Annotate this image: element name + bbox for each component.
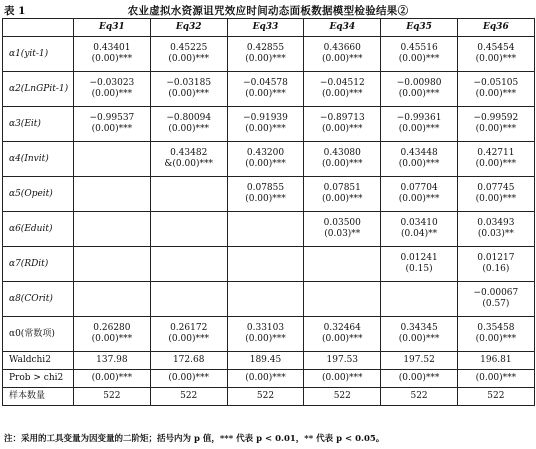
header-corner [3, 19, 74, 37]
table-cell [150, 317, 227, 352]
table-cell: (0.00)*** [457, 370, 534, 388]
coefficient-value: 0.01217 [477, 253, 515, 263]
table-cell [457, 107, 534, 142]
p-value: (0.00)*** [398, 124, 440, 134]
table-row [3, 282, 535, 317]
p-value: (0.00)*** [475, 334, 517, 344]
coefficient-value: 0.26172 [170, 323, 208, 333]
table-note: 注：采用的工具变量为因变量的二阶矩；括号内为 p 值，*** 代表 p < 0.01，** 代表 p < 0.05。 [4, 434, 385, 444]
table-cell [150, 72, 227, 107]
row-label: α8(COrit) [3, 282, 74, 317]
coefficient-value: −0.99537 [89, 113, 135, 123]
coefficient-value: 0.07855 [246, 183, 285, 193]
column-header: Eq33 [227, 19, 304, 37]
table-cell: 137.98 [74, 352, 151, 370]
coefficient-value: 0.32464 [323, 323, 361, 333]
table-cell: 522 [74, 388, 151, 406]
table-row [3, 317, 535, 352]
p-value: (0.00)*** [245, 54, 286, 64]
table-cell [74, 317, 151, 352]
p-value: (0.15) [405, 264, 433, 274]
coefficient-value: 0.43080 [323, 148, 361, 158]
table-cell: 197.53 [304, 352, 381, 370]
row-label: α4(Invit) [3, 142, 74, 177]
coefficient-value: 0.45516 [400, 43, 438, 53]
coefficient-value: 0.26280 [93, 323, 131, 333]
table-cell [381, 212, 458, 247]
table-cell [227, 212, 304, 247]
p-value: (0.00)*** [245, 89, 286, 99]
table-row [3, 352, 535, 370]
table-cell [227, 72, 304, 107]
coefficient-value: −0.89713 [319, 113, 365, 123]
p-value: (0.00)*** [398, 54, 440, 64]
p-value: (0.00)*** [322, 159, 363, 169]
table-cell [381, 282, 458, 317]
table-cell [74, 212, 151, 247]
table-row [3, 177, 535, 212]
table-cell [74, 37, 151, 72]
coefficient-value: 0.07704 [400, 183, 438, 193]
p-value: (0.00)*** [398, 194, 440, 204]
table-row [3, 370, 535, 388]
table-row [3, 107, 535, 142]
p-value: (0.03)** [477, 229, 514, 239]
p-value: (0.00)*** [168, 54, 209, 64]
coefficient-value: 0.45454 [477, 43, 515, 53]
coefficient-value: −0.04578 [243, 78, 288, 88]
table-cell [227, 142, 304, 177]
table-cell [304, 72, 381, 107]
table-cell: 522 [304, 388, 381, 406]
p-value: (0.00)*** [91, 334, 133, 344]
coefficient-value: 0.43660 [323, 43, 361, 53]
table-cell: 522 [227, 388, 304, 406]
results-table [2, 18, 535, 406]
table-row [3, 247, 535, 282]
coefficient-value: −0.04512 [319, 78, 365, 88]
table-title: 农业虚拟水资源诅咒效应时间动态面板数据模型检验结果② [127, 5, 409, 17]
row-label: α7(RDit) [3, 247, 74, 282]
table-cell [381, 247, 458, 282]
table-cell [457, 317, 534, 352]
table-cell: 172.68 [150, 352, 227, 370]
table-cell: (0.00)*** [150, 370, 227, 388]
table-cell [381, 107, 458, 142]
table-row [3, 37, 535, 72]
table-cell [457, 247, 534, 282]
table-cell [227, 107, 304, 142]
table-cell [150, 247, 227, 282]
p-value: (0.00)*** [245, 159, 286, 169]
row-label: 样本数量 [3, 388, 74, 406]
table-cell: (0.00)*** [381, 370, 458, 388]
p-value: (0.00)*** [322, 194, 363, 204]
table-row [3, 142, 535, 177]
row-label: α1(yit-1) [3, 37, 74, 72]
table-cell [457, 177, 534, 212]
header-row [3, 19, 535, 37]
p-value: (0.03)** [324, 229, 361, 239]
table-cell [381, 317, 458, 352]
coefficient-value: −0.00980 [396, 78, 442, 88]
table-cell [457, 37, 534, 72]
table-cell [74, 142, 151, 177]
p-value: (0.57) [482, 299, 510, 309]
p-value: (0.00)*** [475, 194, 517, 204]
column-header: Eq36 [457, 19, 534, 37]
coefficient-value: 0.43482 [170, 148, 208, 158]
coefficient-value: 0.03500 [323, 218, 361, 228]
coefficient-value: 0.33103 [246, 323, 285, 333]
p-value: (0.00)*** [475, 89, 517, 99]
coefficient-value: −0.99361 [396, 113, 442, 123]
coefficient-value: 0.42711 [477, 148, 515, 158]
row-label: α6(Eduit) [3, 212, 74, 247]
table-cell [74, 72, 151, 107]
table-cell [304, 282, 381, 317]
p-value: (0.00)*** [245, 334, 286, 344]
coefficient-value: 0.07745 [477, 183, 515, 193]
p-value: (0.00)*** [245, 194, 286, 204]
table-cell: (0.00)*** [74, 370, 151, 388]
table-cell [457, 282, 534, 317]
table-row [3, 212, 535, 247]
table-number: 表 1 [4, 5, 26, 17]
p-value: (0.00)*** [398, 89, 440, 99]
coefficient-value: 0.35458 [477, 323, 515, 333]
table-cell [74, 247, 151, 282]
table-cell: (0.00)*** [227, 370, 304, 388]
table-cell [381, 72, 458, 107]
coefficient-value: 0.43200 [246, 148, 285, 158]
p-value: (0.00)*** [168, 124, 209, 134]
table-cell [150, 282, 227, 317]
table-cell [74, 282, 151, 317]
table-cell [150, 212, 227, 247]
coefficient-value: −0.91939 [243, 113, 288, 123]
table-cell [227, 37, 304, 72]
table-cell [304, 247, 381, 282]
table-cell: 189.45 [227, 352, 304, 370]
column-header: Eq35 [381, 19, 458, 37]
table-cell [74, 177, 151, 212]
table-cell [304, 37, 381, 72]
table-cell [304, 142, 381, 177]
row-label: α0(常数项) [3, 317, 74, 352]
column-header: Eq31 [74, 19, 151, 37]
statistic-rows [3, 352, 535, 406]
table-cell [304, 177, 381, 212]
table-cell [381, 177, 458, 212]
p-value: (0.00)*** [322, 124, 363, 134]
table-cell [227, 317, 304, 352]
p-value: (0.00)*** [322, 89, 363, 99]
table-cell [304, 317, 381, 352]
p-value: (0.00)*** [168, 89, 209, 99]
p-value: (0.00)*** [245, 124, 286, 134]
table-cell [150, 107, 227, 142]
p-value: (0.04)** [401, 229, 438, 239]
coefficient-rows [3, 37, 535, 352]
p-value: (0.16) [482, 264, 510, 274]
table-row [3, 388, 535, 406]
p-value: (0.00)*** [91, 54, 133, 64]
row-label: Prob > chi2 [3, 370, 74, 388]
coefficient-value: 0.43448 [400, 148, 438, 158]
p-value: (0.00)*** [168, 334, 209, 344]
coefficient-value: 0.03410 [400, 218, 438, 228]
row-label: α3(Eit) [3, 107, 74, 142]
table-caption [4, 3, 532, 17]
column-header: Eq32 [150, 19, 227, 37]
p-value: (0.00)*** [475, 124, 517, 134]
table-cell [227, 247, 304, 282]
p-value: (0.00)*** [322, 54, 363, 64]
table-cell [457, 72, 534, 107]
table-cell [381, 142, 458, 177]
coefficient-value: 0.01241 [400, 253, 438, 263]
table-cell [304, 212, 381, 247]
p-value: (0.00)*** [398, 334, 440, 344]
coefficient-value: −0.99592 [473, 113, 519, 123]
coefficient-value: −0.03185 [166, 78, 212, 88]
table-cell [227, 282, 304, 317]
p-value: (0.00)*** [322, 334, 363, 344]
coefficient-value: −0.80094 [166, 113, 212, 123]
coefficient-value: 0.34345 [400, 323, 438, 333]
coefficient-value: −0.00067 [473, 288, 519, 298]
table-cell [457, 142, 534, 177]
table-cell [74, 107, 151, 142]
table-cell [227, 177, 304, 212]
table-cell [150, 37, 227, 72]
table-row [3, 72, 535, 107]
table-cell: 522 [381, 388, 458, 406]
row-label: α2(LnGPit-1) [3, 72, 74, 107]
coefficient-value: 0.03493 [477, 218, 515, 228]
p-value: (0.00)*** [398, 159, 440, 169]
table-cell: (0.00)*** [304, 370, 381, 388]
p-value: &(0.00)*** [164, 159, 213, 169]
table-cell: 522 [457, 388, 534, 406]
table-cell: 522 [150, 388, 227, 406]
p-value: (0.00)*** [91, 124, 133, 134]
coefficient-value: 0.45225 [170, 43, 208, 53]
table-cell: 197.52 [381, 352, 458, 370]
table-cell [381, 37, 458, 72]
coefficient-value: −0.05105 [473, 78, 519, 88]
table-cell [304, 107, 381, 142]
p-value: (0.00)*** [475, 159, 517, 169]
row-label: Waldchi2 [3, 352, 74, 370]
table-cell [150, 177, 227, 212]
row-label: α5(Opeit) [3, 177, 74, 212]
table-cell [150, 142, 227, 177]
p-value: (0.00)*** [91, 89, 133, 99]
coefficient-value: 0.43401 [93, 43, 131, 53]
table-cell: 196.81 [457, 352, 534, 370]
coefficient-value: −0.03023 [89, 78, 135, 88]
column-header: Eq34 [304, 19, 381, 37]
p-value: (0.00)*** [475, 54, 517, 64]
coefficient-value: 0.42855 [246, 43, 285, 53]
coefficient-value: 0.07851 [323, 183, 361, 193]
table-cell [457, 212, 534, 247]
